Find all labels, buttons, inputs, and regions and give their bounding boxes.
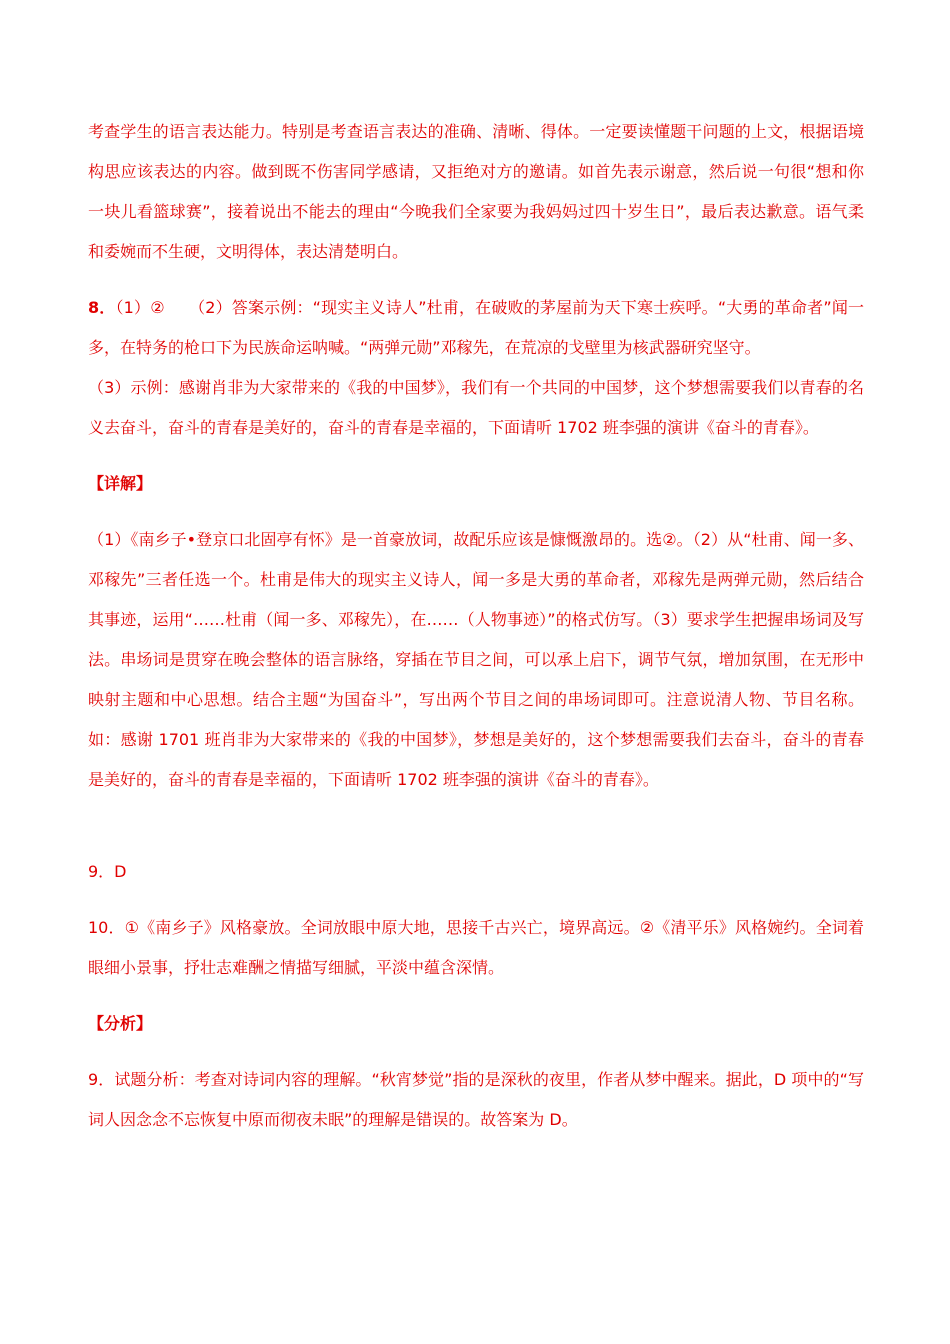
spacer bbox=[88, 800, 864, 852]
q8-answer-part-1-2 bbox=[88, 288, 864, 368]
spacer bbox=[88, 272, 864, 288]
q10-answer: 10．①《南乡子》风格豪放。全词放眼中原大地，思接千古兴亡，境界高远。②《清平乐》风格婉约。全词着眼细小景事，抒壮志难酬之情描写细腻，平淡中蕴含深情。 bbox=[88, 918, 864, 977]
analysis-paragraph: 9．试题分析：考查对诗词内容的理解。“秋宵梦觉”指的是深秋的夜里，作者从梦中醒来。据此，D 项中的“写词人因念念不忘恢复中原而彻夜未眠”的理解是错误的。故答案为 D。 bbox=[88, 1070, 864, 1129]
spacer bbox=[88, 892, 864, 908]
q8-answer-part-3: （3）示例：感谢肖非为大家带来的《我的中国梦》，我们有一个共同的中国梦，这个梦想需要我们以青春的名义去奋斗，奋斗的青春是美好的，奋斗的青春是幸福的，下面请听 1702 班李强的演讲《奋斗的青春》。 bbox=[88, 378, 864, 437]
analysis-heading: 【分析】 bbox=[88, 1014, 153, 1033]
q8-part1-text: （1）② （2）答案示例：“现实主义诗人”杜甫，在破败的茅屋前为天下寒士疾呼。“大勇的革命者”闻一多，在特务的枪口下为民族命运呐喊。“两弹元勋”邓稼先，在荒凉的戈壁里为核武器研究坚守。 bbox=[88, 298, 864, 357]
q8-detail-heading: 【详解】 bbox=[88, 474, 153, 493]
q8-number: 8． bbox=[88, 298, 116, 317]
document-page bbox=[88, 112, 864, 1140]
q9-answer: 9．D bbox=[88, 862, 127, 881]
spacer bbox=[88, 988, 864, 1004]
spacer bbox=[88, 1044, 864, 1060]
q8-detail-paragraph: （1）《南乡子•登京口北固亭有怀》是一首豪放词，故配乐应该是慷慨激昂的。选②。（2）从“杜甫、闻一多、邓稼先”三者任选一个。杜甫是伟大的现实主义诗人，闻一多是大勇的革命者，邓稼先是两弹元勋，然后结合其事迹，运用“……杜甫（闻一多、邓稼先），在……（人物事迹）”的格式仿写。（3）要求学生把握串场词及写法。串场词是贯穿在晚会整体的语言脉络，穿插在节目之间，可以承上启下，调节气氛，增加氛围，在无形中映射主题和中心思想。结合主题“为国奋斗”，写出两个节目之间的串场词即可。注意说清人物、节目名称。如：感谢 1701 班肖非为大家带来的《我的中国梦》，梦想是美好的，这个梦想需要我们去奋斗，奋斗的青春是美好的，奋斗的青春是幸福的，下面请听 1702 班李强的演讲《奋斗的青春》。 bbox=[88, 530, 864, 789]
spacer bbox=[88, 504, 864, 520]
spacer bbox=[88, 448, 864, 464]
analysis-continuation-paragraph: 考查学生的语言表达能力。特别是考查语言表达的准确、清晰、得体。一定要读懂题干问题的上文，根据语境构思应该表达的内容。做到既不伤害同学感请，又拒绝对方的邀请。如首先表示谢意，然后说一句很“想和你一块儿看篮球赛”，接着说出不能去的理由“今晚我们全家要为我妈妈过四十岁生日”，最后表达歉意。语气柔和委婉而不生硬，文明得体，表达清楚明白。 bbox=[88, 122, 864, 261]
